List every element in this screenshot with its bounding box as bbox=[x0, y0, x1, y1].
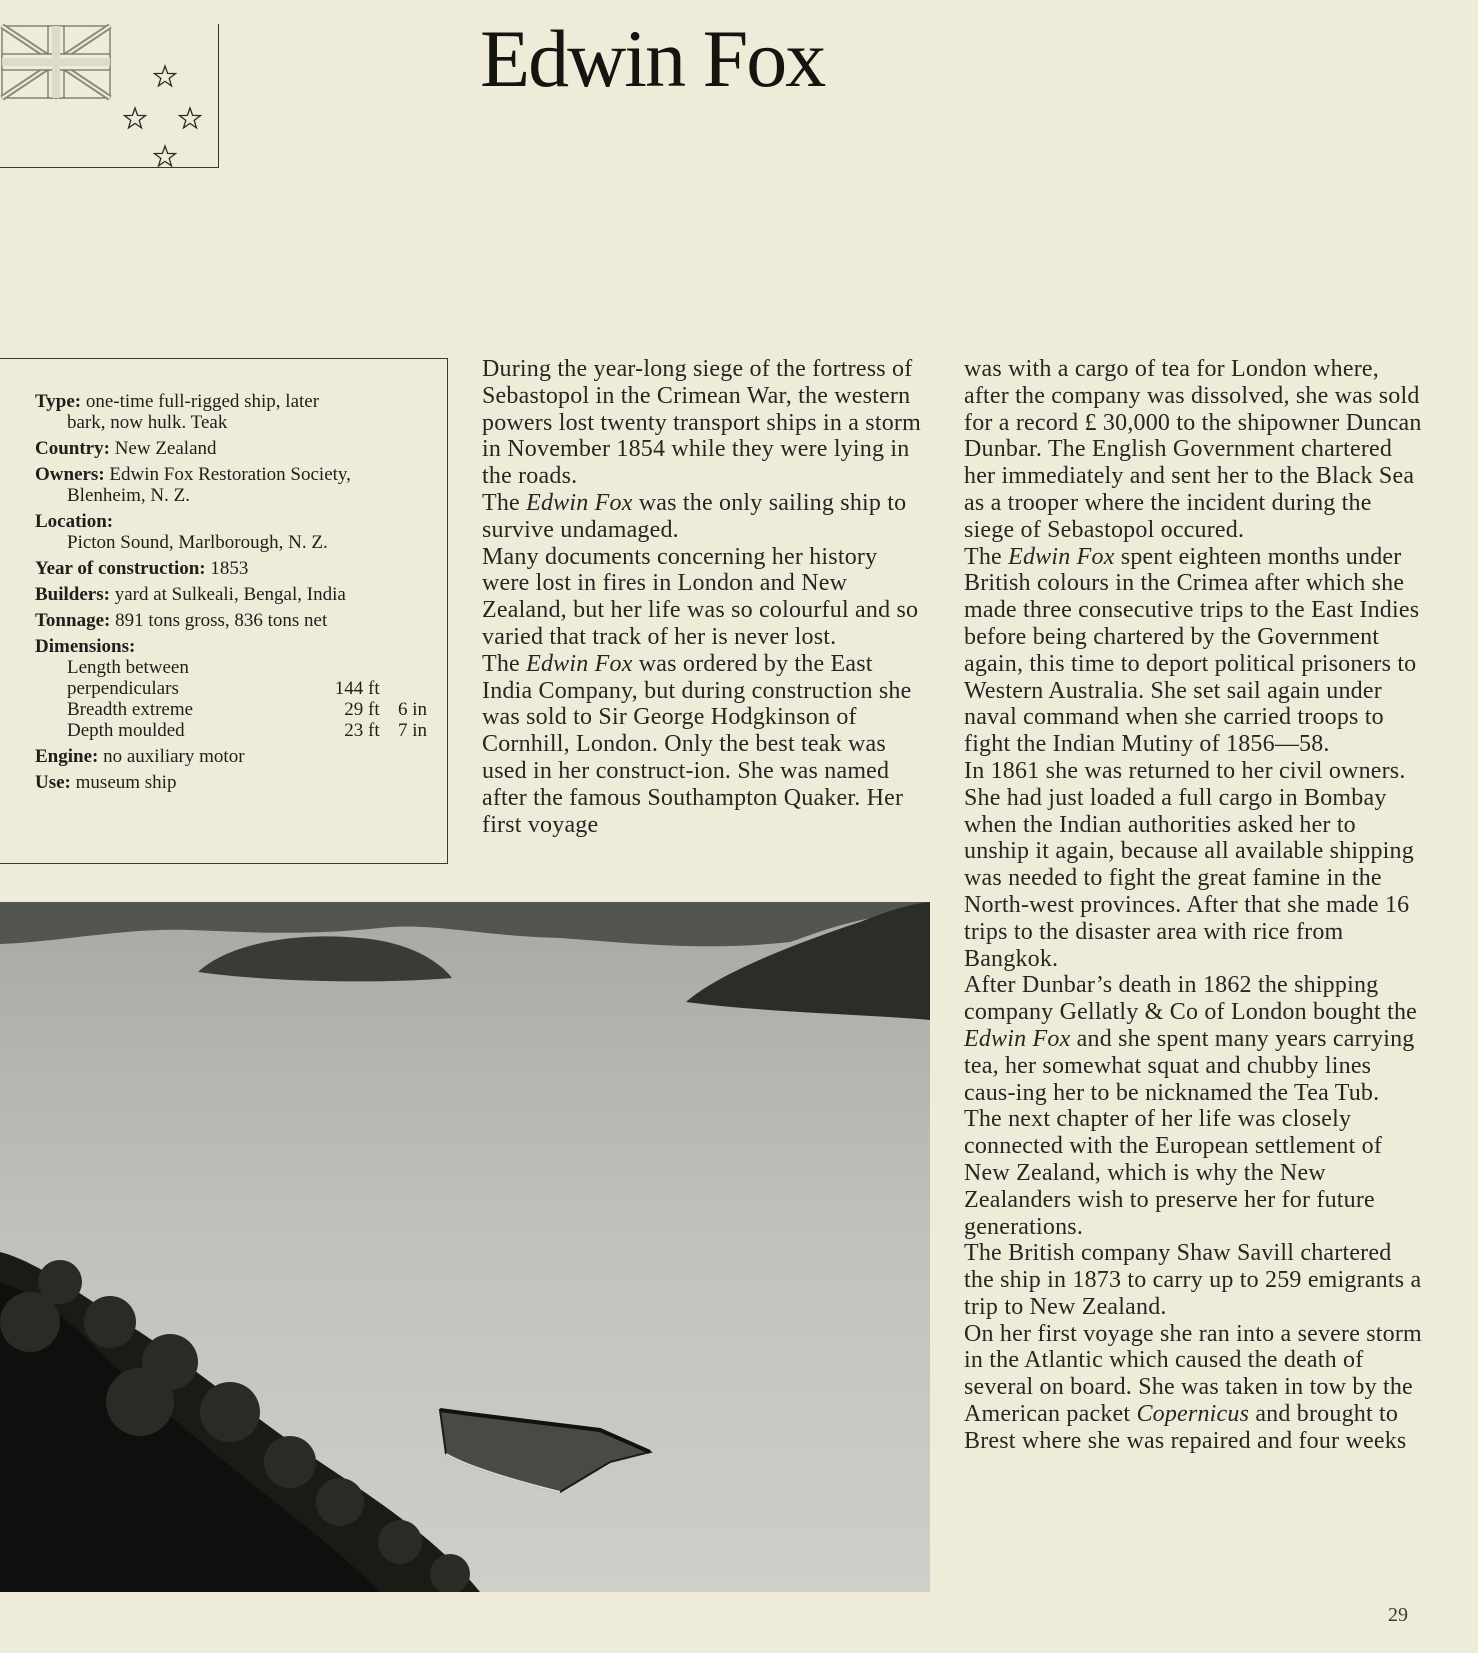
ship-name: Edwin Fox bbox=[526, 650, 633, 677]
star-icon bbox=[180, 108, 201, 128]
ship-name: Edwin Fox bbox=[526, 489, 633, 516]
photo-hulk-in-sound bbox=[0, 902, 930, 1592]
spec-year: Year of construction: 1853 bbox=[35, 558, 249, 579]
paragraph: The Edwin Fox was ordered by the East India Company, but during construction she was sold to Sir George Hodgkinson of Cornhill, London. Only the best teak was used in her construct-ion. She was named after the famous Southampton Quaker. Her first voyage bbox=[482, 650, 912, 838]
spec-country: Country: New Zealand bbox=[35, 438, 217, 459]
spec-engine: Engine: no auxiliary motor bbox=[35, 746, 245, 767]
paragraph: During the year-long siege of the fortress of Sebastopol in the Crimean War, the western powers lost twenty transport ships in a storm in November 1854 while they were lying in the roads. bbox=[482, 356, 921, 490]
paragraph: After Dunbar’s death in 1862 the shipping company Gellatly & Co of London bought the Edwin Fox and she spent many years carrying tea, her somewhat squat and chubby lines caus-ing her to be nicknamed the Tea Tub. bbox=[964, 972, 1417, 1106]
star-icon bbox=[125, 108, 146, 128]
paragraph: The British company Shaw Savill chartered the ship in 1873 to carry up to 259 emigrants a trip to New Zealand. bbox=[964, 1240, 1422, 1320]
text-column-1 bbox=[482, 356, 922, 838]
paragraph: In 1861 she was returned to her civil owners. She had just loaded a full cargo in Bombay when the Indian authorities asked her to unship it again, because all available shipping was needed to fight the great famine in the North-west provinces. After that she made 16 trips to the disaster area with rice from Bangkok. bbox=[964, 757, 1414, 972]
text-column-2 bbox=[964, 356, 1424, 1455]
spec-owners: Owners: Edwin Fox Restoration Society, Blenheim, N. Z. bbox=[35, 464, 351, 506]
paragraph: On her first voyage she ran into a severe storm in the Atlantic which caused the death of several on board. She was taken in tow by the American packet Copernicus and brought to Brest where she was repaired and four weeks bbox=[964, 1320, 1422, 1454]
dim-length: perpendiculars 144 ft bbox=[67, 678, 380, 699]
ship-name: Edwin Fox bbox=[1008, 543, 1115, 570]
dim-depth: Depth moulded 23 ft 7 in bbox=[67, 720, 427, 741]
flag-drawing bbox=[0, 24, 218, 167]
paragraph: The next chapter of her life was closely connected with the European settlement of New Zealand, which is why the New Zealanders wish to preserve her for future generations. bbox=[964, 1106, 1383, 1240]
star-icon bbox=[155, 66, 176, 86]
spec-builders: Builders: yard at Sulkeali, Bengal, India bbox=[35, 584, 346, 605]
ship-specifications bbox=[0, 358, 448, 864]
paragraph: The Edwin Fox was the only sailing ship to survive undamaged. bbox=[482, 489, 907, 543]
new-zealand-flag bbox=[0, 24, 219, 168]
paragraph: The Edwin Fox spent eighteen months under British colours in the Crimea after which she made three consecutive trips to the East Indies before being chartered by the Government again, this time to deport political prisoners to Western Australia. She set sail again under naval command when she carried troops to fight the Indian Mutiny of 1856—58. bbox=[964, 543, 1420, 758]
spec-location: Location: Picton Sound, Marlborough, N. Z. bbox=[35, 511, 328, 553]
photo-drawing bbox=[0, 902, 930, 1592]
spec-type: Type: one-time full-rigged ship, later bark, now hulk. Teak bbox=[35, 391, 320, 433]
paragraph: was with a cargo of tea for London where, after the company was dissolved, she was sold for a record £ 30,000 to the shipowner Duncan Dunbar. The English Government chartered her immediately and sent her to the Black Sea as a trooper where the incident during the siege of Sebastopol occured. bbox=[964, 356, 1422, 543]
spec-tonnage: Tonnage: 891 tons gross, 836 tons net bbox=[35, 610, 328, 631]
spec-dimensions: Dimensions: Length between perpendiculars 144 ft Breadth extreme 29 ft 6 in Depth moulded 23 ft 7 in bbox=[35, 636, 427, 741]
ship-name: Edwin Fox bbox=[964, 1025, 1071, 1052]
ship-name: Copernicus bbox=[1136, 1401, 1250, 1428]
page-number: 29 bbox=[1388, 1604, 1408, 1626]
dim-breadth: Breadth extreme 29 ft 6 in bbox=[67, 699, 427, 720]
paragraph: Many documents concerning her history were lost in fires in London and New Zealand, but her life was so colourful and so varied that track of her is never lost. bbox=[482, 543, 919, 650]
star-icon bbox=[155, 146, 176, 166]
page-title: Edwin Fox bbox=[480, 13, 825, 104]
spec-use: Use: museum ship bbox=[35, 772, 177, 793]
